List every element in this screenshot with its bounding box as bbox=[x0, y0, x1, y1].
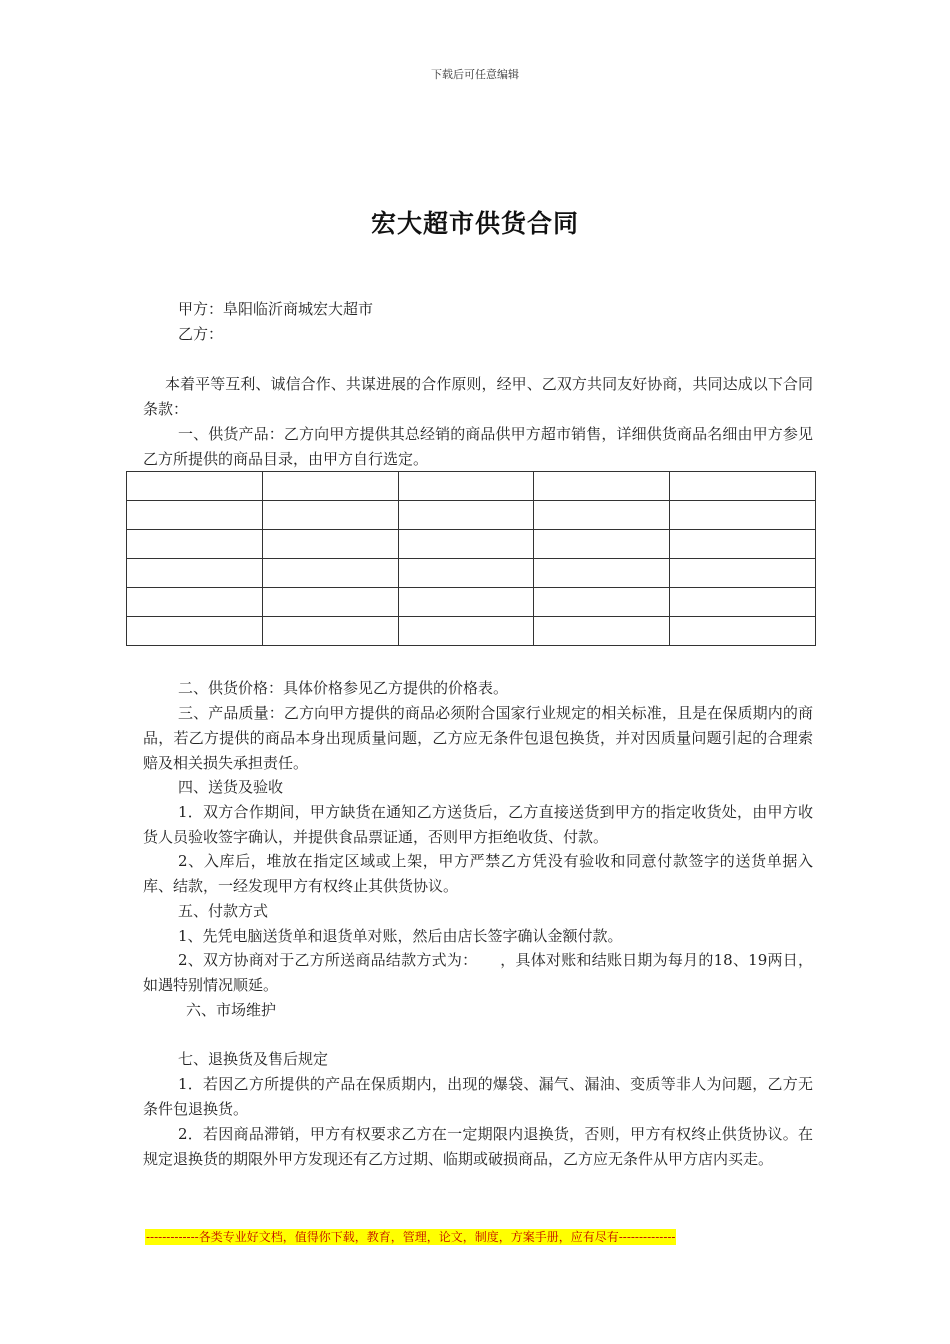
table-cell bbox=[670, 617, 816, 646]
table-cell bbox=[127, 501, 263, 530]
document-title: 宏大超市供货合同 bbox=[370, 209, 579, 238]
clause-2: 二、供货价格：具体价格参见乙方提供的价格表。 bbox=[178, 679, 509, 697]
clause-5-item-1: 1、先凭电脑送货单和退货单对账，然后由店长签字确认金额付款。 bbox=[178, 927, 623, 945]
clause-7-title: 七、退换货及售后规定 bbox=[178, 1050, 329, 1068]
clause-1: 一、供货产品：乙方向甲方提供其总经销的商品供甲方超市销售，详细供货商品名细由甲方参见乙方所提供的商品目录，由甲方自行选定。 bbox=[143, 425, 813, 468]
table-cell bbox=[670, 501, 816, 530]
table-cell bbox=[398, 617, 534, 646]
table-cell bbox=[670, 588, 816, 617]
table-row bbox=[127, 472, 816, 501]
table-row bbox=[127, 501, 816, 530]
clause-6-title: 六、市场维护 bbox=[186, 1001, 277, 1019]
table-cell bbox=[262, 617, 398, 646]
clause-4-title: 四、送货及验收 bbox=[178, 778, 284, 796]
table-cell bbox=[398, 472, 534, 501]
table-row bbox=[127, 617, 816, 646]
clause-4-item-2: 2、入库后，堆放在指定区域或上架，甲方严禁乙方凭没有验收和同意付款签字的送货单据入库、结款，一经发现甲方有权终止其供货协议。 bbox=[143, 852, 813, 895]
table-cell bbox=[262, 501, 398, 530]
clause-3: 三、产品质量：乙方向甲方提供的商品必须附合国家行业规定的相关标准，且是在保质期内的商品，若乙方提供的商品本身出现质量问题，乙方应无条件包退包换货，并对因质量问题引起的合理索赔及相关损失承担责任。 bbox=[143, 704, 813, 772]
table-cell bbox=[262, 588, 398, 617]
table-cell bbox=[534, 530, 670, 559]
clause-7-item-2: 2．若因商品滞销，甲方有权要求乙方在一定期限内退换货，否则，甲方有权终止供货协议。在规定退换货的期限外甲方发现还有乙方过期、临期或破损商品，乙方应无条件从甲方店内买走。 bbox=[143, 1125, 813, 1168]
goods-table bbox=[126, 471, 816, 646]
intro-paragraph: 本着平等互利、诚信合作、共谋进展的合作原则，经甲、乙双方共同友好协商，共同达成以下合同条款： bbox=[143, 375, 813, 418]
table-row bbox=[127, 530, 816, 559]
table-cell bbox=[534, 588, 670, 617]
party-a: 甲方：阜阳临沂商城宏大超市 bbox=[178, 300, 374, 318]
table-cell bbox=[262, 472, 398, 501]
clause-7-item-1: 1．若因乙方所提供的产品在保质期内，出现的爆袋、漏气、漏油、变质等非人为问题，乙方无条件包退换货。 bbox=[143, 1075, 813, 1118]
table-cell bbox=[534, 559, 670, 588]
header-note: 下载后可任意编辑 bbox=[431, 68, 519, 81]
table-cell bbox=[127, 588, 263, 617]
clause-5-title: 五、付款方式 bbox=[178, 902, 269, 920]
table-cell bbox=[127, 472, 263, 501]
table-cell bbox=[670, 530, 816, 559]
table-cell bbox=[398, 530, 534, 559]
table-cell bbox=[398, 501, 534, 530]
footer-banner: -------------各类专业好文档，值得你下载，教育，管理，论文，制度，方案手册，应有尽有-------------- bbox=[146, 1230, 676, 1244]
table-cell bbox=[262, 559, 398, 588]
table-row bbox=[127, 588, 816, 617]
table-cell bbox=[398, 588, 534, 617]
clause-4-item-1: 1．双方合作期间，甲方缺货在通知乙方送货后，乙方直接送货到甲方的指定收货处，由甲方收货人员验收签字确认，并提供食品票证通，否则甲方拒绝收货、付款。 bbox=[143, 803, 813, 846]
table-row bbox=[127, 559, 816, 588]
table-cell bbox=[262, 530, 398, 559]
clause-5-item-2: 2、双方协商对于乙方所送商品结款方式为： ，具体对账和结账日期为每月的18、19两日，如遇特别情况顺延。 bbox=[143, 951, 813, 994]
goods-table-body bbox=[127, 472, 816, 646]
table-cell bbox=[670, 472, 816, 501]
table-cell bbox=[127, 559, 263, 588]
party-b: 乙方： bbox=[178, 325, 224, 343]
table-cell bbox=[534, 472, 670, 501]
table-cell bbox=[398, 559, 534, 588]
table-cell bbox=[127, 530, 263, 559]
table-cell bbox=[670, 559, 816, 588]
table-cell bbox=[534, 617, 670, 646]
table-cell bbox=[127, 617, 263, 646]
table-cell bbox=[534, 501, 670, 530]
